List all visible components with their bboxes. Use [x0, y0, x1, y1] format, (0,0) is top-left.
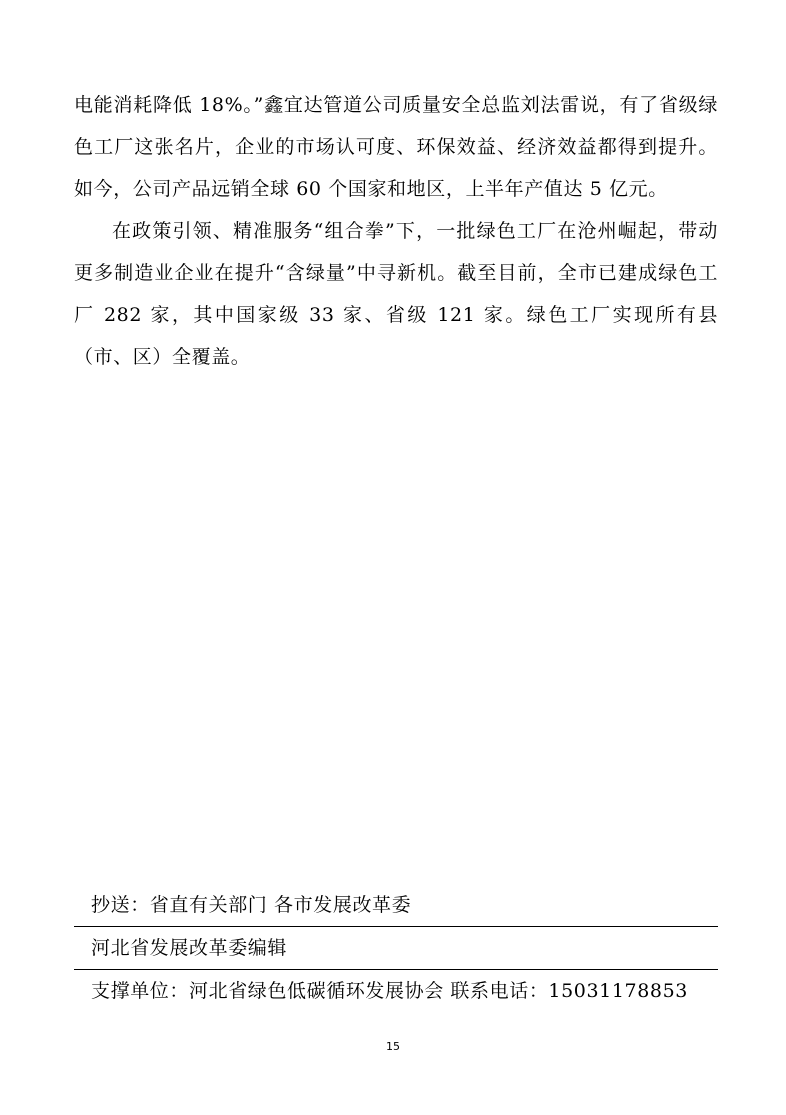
contact-phone: 联系电话：15031178853 — [450, 980, 688, 1002]
support-unit: 支撑单位：河北省绿色低碳循环发展协会 — [91, 980, 444, 1002]
page-number: 15 — [386, 1040, 400, 1053]
cc-line: 抄送：省直有关部门 各市发展改革委 — [91, 894, 412, 916]
document-body — [74, 84, 718, 378]
support-line — [74, 970, 718, 1012]
body-paragraph-2: 在政策引领、精准服务“组合拳”下，一批绿色工厂在沧州崛起，带动更多制造业企业在提升“含绿量”中寻新机。截至目前，全市已建成绿色工厂 282 家，其中国家级 33 家、省级 121 家。绿色工厂实现所有县（市、区）全覆盖。 — [74, 220, 718, 368]
document-footer — [74, 884, 718, 1012]
body-paragraph-1: 电能消耗降低 18%。”鑫宜达管道公司质量安全总监刘法雷说，有了省级绿色工厂这张名片，企业的市场认可度、环保效益、经济效益都得到提升。如今，公司产品远销全球 60 个国家和地区，上半年产值达 5 亿元。 — [74, 94, 718, 200]
editor-line: 河北省发展改革委编辑 — [91, 937, 288, 959]
